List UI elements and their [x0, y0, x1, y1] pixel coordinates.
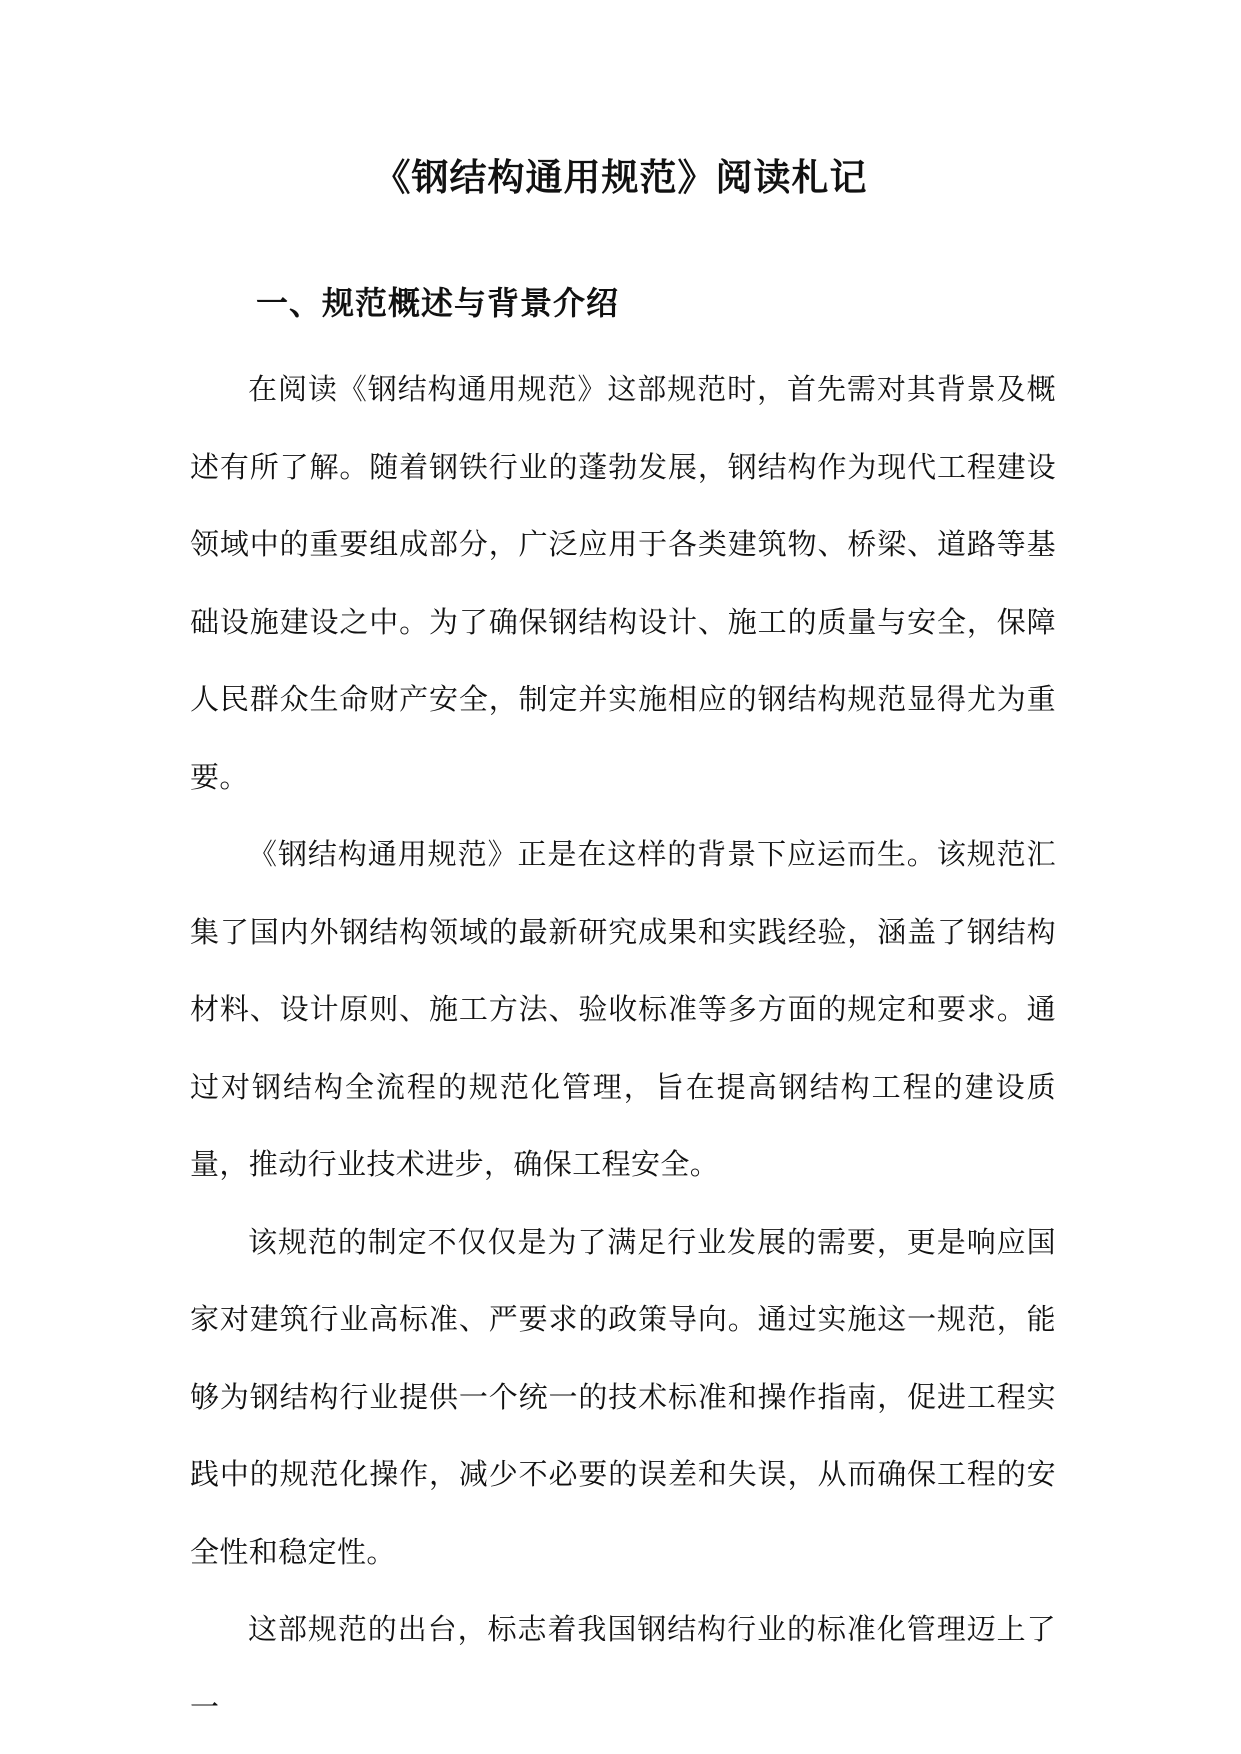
section-body	[190, 351, 1056, 1746]
paragraph-1: 在阅读《钢结构通用规范》这部规范时，首先需对其背景及概述有所了解。随着钢铁行业的蓬勃发展，钢结构作为现代工程建设领域中的重要组成部分，广泛应用于各类建筑物、桥梁、道路等基础设施建设之中。为了确保钢结构设计、施工的质量与安全，保障人民群众生命财产安全，制定并实施相应的钢结构规范显得尤为重要。	[190, 372, 1056, 794]
document-title: 《钢结构通用规范》阅读札记	[373, 155, 868, 199]
paragraph-4: 这部规范的出台，标志着我国钢结构行业的标准化管理迈上了一	[190, 1612, 1056, 1724]
paragraph-2: 《钢结构通用规范》正是在这样的背景下应运而生。该规范汇集了国内外钢结构领域的最新研究成果和实践经验，涵盖了钢结构材料、设计原则、施工方法、验收标准等多方面的规定和要求。通过对钢结构全流程的规范化管理，旨在提高钢结构工程的建设质量，推动行业技术进步，确保工程安全。	[190, 837, 1056, 1181]
section-heading: 一、规范概述与背景介绍	[256, 284, 620, 322]
paragraph-3: 该规范的制定不仅仅是为了满足行业发展的需要，更是响应国家对建筑行业高标准、严要求的政策导向。通过实施这一规范，能够为钢结构行业提供一个统一的技术标准和操作指南，促进工程实践中的规范化操作，减少不必要的误差和失误，从而确保工程的安全性和稳定性。	[190, 1224, 1056, 1569]
